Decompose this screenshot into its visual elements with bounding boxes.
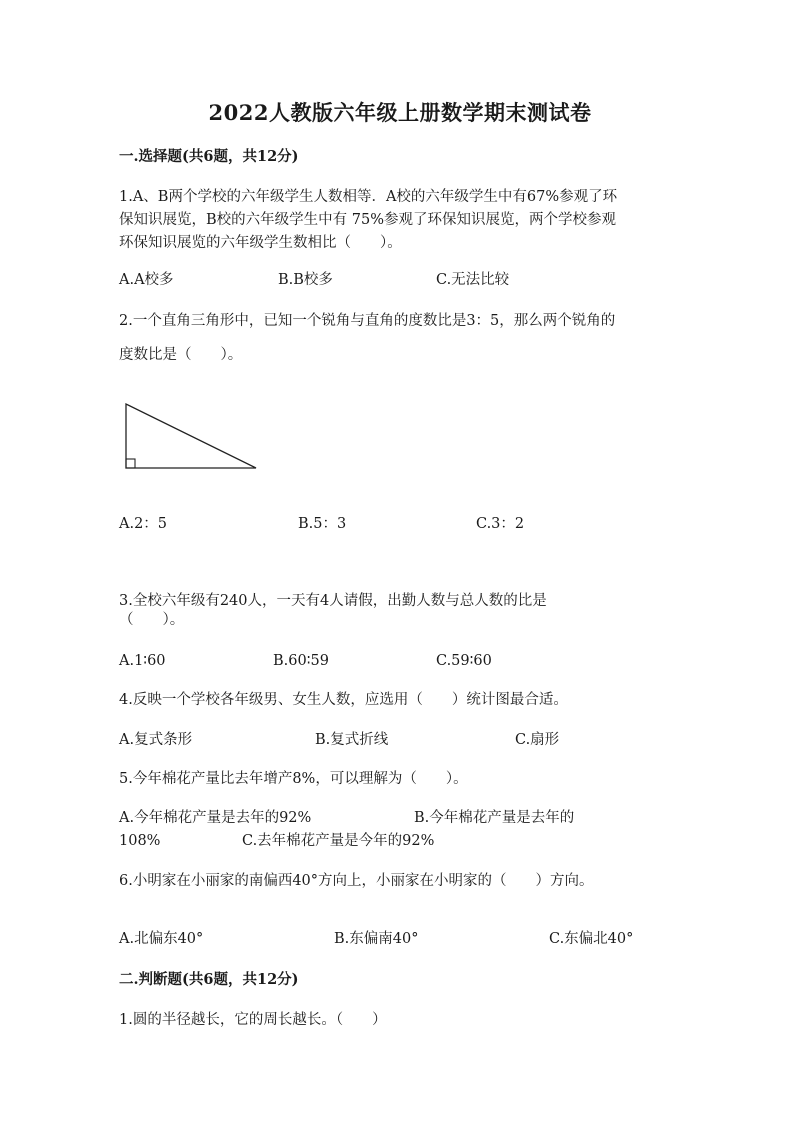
q2-option-c: C.3：2 (476, 516, 525, 532)
section-heading-judgement: 二.判断题(共6题，共12分) (119, 971, 299, 988)
q3-line-1: 3.全校六年级有240人，一天有4人请假，出勤人数与总人数的比是 (119, 593, 547, 609)
page-title: 2022人教版六年级上册数学期末测试卷 (208, 100, 592, 125)
q3-option-a: A.1∶60 (119, 653, 166, 669)
q5-option-b: B.今年棉花产量是去年的 (414, 810, 575, 826)
q2-line-2: 度数比是（ ）。 (119, 347, 243, 363)
q1-option-a: A.A校多 (119, 272, 174, 288)
q3-option-c: C.59∶60 (436, 653, 492, 669)
q3-line-2: （ ）。 (119, 612, 185, 628)
q5-option-c: C.去年棉花产量是今年的92% (242, 833, 435, 849)
q2-option-a: A.2：5 (119, 516, 168, 532)
q2-line-1: 2.一个直角三角形中，已知一个锐角与直角的度数比是3：5，那么两个锐角的 (119, 313, 616, 329)
q2-option-b: B.5：3 (298, 516, 347, 532)
right-triangle-figure (118, 398, 263, 474)
q5-option-a: A.今年棉花产量是去年的92% (119, 810, 312, 826)
q1-line-1: 1.A、B两个学校的六年级学生人数相等．A校的六年级学生中有67%参观了环 (119, 189, 618, 205)
q4-option-c: C.扇形 (515, 732, 560, 748)
triangle-shape (126, 404, 256, 468)
q4-option-a: A.复式条形 (119, 732, 193, 748)
q4-option-b: B.复式折线 (315, 732, 389, 748)
q5-line-1: 5.今年棉花产量比去年增产8%，可以理解为（ ）。 (119, 771, 468, 787)
q6-line-1: 6.小明家在小丽家的南偏西40°方向上，小丽家在小明家的（ ）方向。 (119, 873, 594, 889)
q1-option-b: B.B校多 (278, 272, 333, 288)
q1-option-c: C.无法比较 (436, 272, 510, 288)
q6-option-a: A.北偏东40° (119, 931, 204, 947)
q1-line-3: 环保知识展览的六年级学生数相比（ ）。 (119, 235, 402, 251)
q3-option-b: B.60∶59 (273, 653, 329, 669)
q6-option-c: C.东偏北40° (549, 931, 634, 947)
right-angle-marker (126, 459, 135, 468)
q6-option-b: B.东偏南40° (334, 931, 419, 947)
section-heading-choice: 一.选择题(共6题，共12分) (119, 148, 299, 165)
j1-line-1: 1.圆的半径越长，它的周长越长。（ ） (119, 1012, 387, 1028)
q5-option-b-cont: 108% (119, 833, 161, 849)
q1-line-2: 保知识展览，B校的六年级学生中有 75%参观了环保知识展览，两个学校参观 (119, 212, 616, 228)
q4-line-1: 4.反映一个学校各年级男、女生人数，应选用（ ）统计图最合适。 (119, 692, 568, 708)
